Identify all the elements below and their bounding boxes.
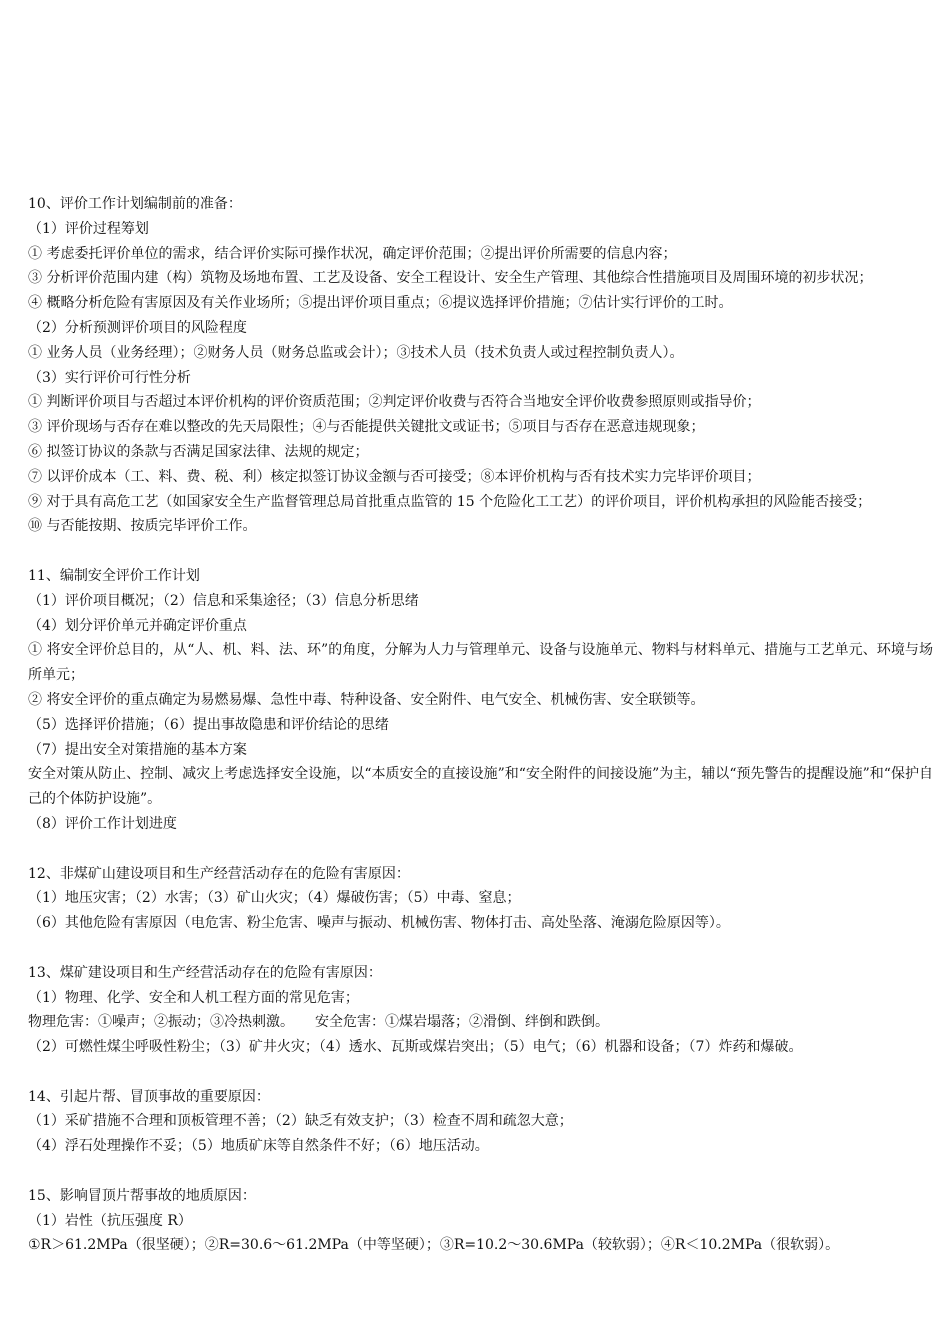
section-heading: 13、煤矿建设项目和生产经营活动存在的危险有害原因： xyxy=(28,964,382,981)
subheading: （1）评价项目概况；（2）信息和采集途径；（3）信息分析思绪 xyxy=(28,592,419,609)
section-spacer xyxy=(28,936,933,961)
list-item: ① 业务人员（业务经理）；②财务人员（财务总监或会计）；③技术人员（技术负责人或过程控制负责人）。 xyxy=(28,344,684,361)
list-item: ①R＞61.2MPa（很坚硬）；②R=30.6～61.2MPa（中等坚硬）；③R=10.2～30.6MPa（较软弱）；④R＜10.2MPa（很软弱）。 xyxy=(28,1237,840,1254)
list-item: ② 将安全评价的重点确定为易燃易爆、急性中毒、特种设备、安全附件、电气安全、机械伤害、安全联锁等。 xyxy=(28,691,705,708)
paragraph: 安全对策从防止、控制、减灾上考虑选择安全设施，以“本质安全的直接设施”和“安全附件的间接设施”为主，辅以“预先警告的提醒设施”和“保护自己的个体防护设施”。 xyxy=(28,766,933,808)
subheading: （7）提出安全对策措施的基本方案 xyxy=(28,741,247,758)
subheading: （2）分析预测评价项目的风险程度 xyxy=(28,319,247,336)
section-11 xyxy=(28,564,933,837)
section-spacer xyxy=(28,837,933,862)
list-item: 物理危害：①噪声；②振动；③冷热刺激。 安全危害：①煤岩塌落；②滑倒、绊倒和跌倒。 xyxy=(28,1014,609,1031)
list-item: ③ 分析评价范围内建（构）筑物及场地布置、工艺及设备、安全工程设计、安全生产管理、其他综合性措施项目及周围环境的初步状况； xyxy=(28,270,873,287)
section-spacer xyxy=(28,1159,933,1184)
list-item: （1）采矿措施不合理和顶板管理不善；（2）缺乏有效支护；（3）检查不周和疏忽大意； xyxy=(28,1113,573,1130)
section-12 xyxy=(28,862,933,936)
list-item: ① 判断评价项目与否超过本评价机构的评价资质范围；②判定评价收费与否符合当地安全评价收费参照原则或指导价； xyxy=(28,394,761,411)
list-item: ⑦ 以评价成本（工、料、费、税、利）核定拟签订协议金额与否可接受；⑧本评价机构与否有技术实力完毕评价项目； xyxy=(28,468,761,485)
section-13 xyxy=(28,961,933,1060)
list-item: （2）可燃性煤尘呼吸性粉尘；（3）矿井火灾；（4）透水、瓦斯或煤岩突出；（5）电气；（6）机器和设备；（7）炸药和爆破。 xyxy=(28,1039,803,1056)
list-item: ④ 概略分析危险有害原因及有关作业场所；⑤提出评价项目重点；⑥提议选择评价措施；⑦估计实行评价的工时。 xyxy=(28,295,733,312)
subheading: （1）物理、化学、安全和人机工程方面的常见危害； xyxy=(28,989,359,1006)
list-item: （1）地压灾害；（2）水害；（3）矿山火灾；（4）爆破伤害；（5）中毒、窒息； xyxy=(28,890,521,907)
subheading: （4）划分评价单元并确定评价重点 xyxy=(28,617,247,634)
section-spacer xyxy=(28,539,933,564)
subheading: （3）实行评价可行性分析 xyxy=(28,369,191,386)
section-10 xyxy=(28,192,933,539)
section-heading: 11、编制安全评价工作计划 xyxy=(28,567,200,584)
list-item: ⑨ 对于具有高危工艺（如国家安全生产监督管理总局首批重点监管的 15 个危险化工工艺）的评价项目，评价机构承担的风险能否接受； xyxy=(28,493,872,510)
subheading: （1）评价过程筹划 xyxy=(28,220,149,237)
list-item: （6）其他危险有害原因（电危害、粉尘危害、噪声与振动、机械伤害、物体打击、高处坠落、淹溺危险原因等）。 xyxy=(28,915,730,932)
section-heading: 12、非煤矿山建设项目和生产经营活动存在的危险有害原因： xyxy=(28,865,410,882)
list-item: ① 考虑委托评价单位的需求，结合评价实际可操作状况，确定评价范围；②提出评价所需要的信息内容； xyxy=(28,245,677,262)
document-body xyxy=(28,192,933,1258)
section-spacer xyxy=(28,1060,933,1085)
section-heading: 15、影响冒顶片帮事故的地质原因： xyxy=(28,1187,256,1204)
list-item: （4）浮石处理操作不妥；（5）地质矿床等自然条件不好；（6）地压活动。 xyxy=(28,1138,489,1155)
section-15 xyxy=(28,1184,933,1258)
subheading: （5）选择评价措施；（6）提出事故隐患和评价结论的思绪 xyxy=(28,716,389,733)
section-heading: 14、引起片帮、冒顶事故的重要原因： xyxy=(28,1088,270,1105)
list-item: ③ 评价现场与否存在难以整改的先天局限性；④与否能提供关键批文或证书；⑤项目与否存在恶意违规现象； xyxy=(28,419,705,436)
list-item: ① 将安全评价总目的，从“人、机、料、法、环”的角度，分解为人力与管理单元、设备与设施单元、物料与材料单元、措施与工艺单元、环境与场所单元； xyxy=(28,642,933,684)
subheading: （8）评价工作计划进度 xyxy=(28,815,177,832)
list-item: ⑥ 拟签订协议的条款与否满足国家法律、法规的规定； xyxy=(28,443,369,460)
subheading: （1）岩性（抗压强度 R） xyxy=(28,1212,192,1229)
list-item: ⑩ 与否能按期、按质完毕评价工作。 xyxy=(28,518,257,535)
section-14 xyxy=(28,1085,933,1159)
section-heading: 10、评价工作计划编制前的准备： xyxy=(28,196,242,212)
